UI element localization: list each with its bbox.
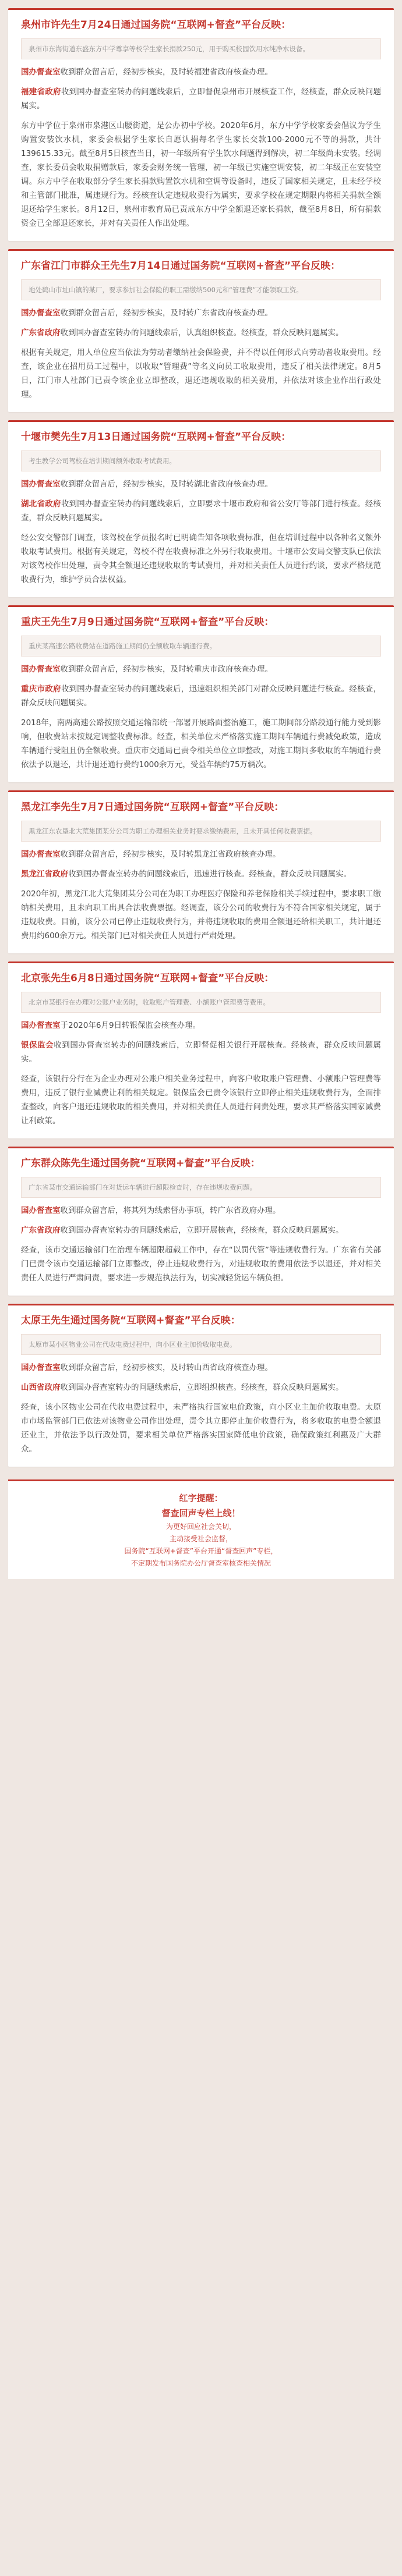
paragraph-lead: 国办督查室 [21, 665, 61, 674]
paragraph-lead: 国办督查室 [21, 308, 61, 318]
footer-line: 为更好回应社会关切， [165, 1523, 236, 1531]
card-paragraph [21, 1400, 381, 1456]
card-paragraph [21, 85, 381, 113]
footer-line: 主动接受社会监督， [169, 1535, 232, 1543]
card-summary: 考生教学公司驾校在培训期间额外收取考试费用。 [21, 450, 381, 471]
card-title: 泉州市许先生7月24日通过国务院“互联网+督查”平台反映： [21, 19, 291, 31]
paragraph-text: 收到群众留言后，将其列为线索督办事项，转广东省政府办理。 [60, 1206, 281, 1215]
card-summary: 北京市某银行在办理对公账户业务时，收取账户管理费、小额账户管理费等费用。 [21, 992, 381, 1013]
paragraph-lead: 广东省政府 [21, 328, 61, 338]
paragraph-lead: 黑龙江省政府 [21, 870, 68, 879]
paragraph-lead: 国办督查室 [21, 1206, 61, 1215]
card-paragraph [21, 1019, 381, 1032]
paragraph-text: 收到国办督查室转办的问题线索后，立即组织核查。经核查，群众反映问题属实。 [60, 1383, 344, 1392]
paragraph-lead: 福建省政府 [21, 87, 61, 97]
paragraph-text: 东方中学位于泉州市泉港区山腰街道，是公办初中学校。2020年6月，东方中学学校家委会倡议为学生购置安装饮水机，家委会根据学生家长自愿认捐每名学生家长交款100-2000元不等的捐款，共计139615.33元。截至8月5日核查当日，初一年级所有学生饮水问题得到解决，初二年级尚未安装。经调查，家长委员会收取捐赠款后，家委会财务统一管理，初一年级已实施空调安装，初二年级正在安装空调。东方中学在收取部分学生家长捐款购置饮水机和空调等设备时，违反了国家相关规定，且未经学校和主管部门批准，属违规行为。经核查认定违规收费行为属实，要求学校在规定期限内将相关捐款全额退还给学生家长。8月12日，泉州市教育局已责成东方中学全额退还家长捐款，截至8月8日，所有捐款资金已全部退还家长，并对有关责任人作出处理。 [21, 121, 381, 228]
footer-notice [8, 1479, 394, 1579]
paragraph-text: 收到群众留言后，经初步核实，及时转广东省政府核查办理。 [60, 308, 273, 318]
card-paragraph [21, 1204, 381, 1218]
paragraph-text: 收到群众留言后，经初步核实，及时转湖北省政府核查办理。 [60, 480, 273, 489]
paragraph-lead: 国办督查室 [21, 480, 61, 489]
card-paragraph [21, 326, 381, 340]
card-title: 黑龙江李先生7月7日通过国务院“互联网+督查”平台反映： [21, 801, 284, 813]
card-paragraph [21, 1072, 381, 1128]
paragraph-text: 于2020年6月9日转银保监会核查办理。 [60, 1021, 201, 1030]
footer-line: 不定期发布国务院办公厅督查室核查相关情况 [131, 1559, 271, 1567]
card-title: 广东省江门市群众王先生7月14日通过国务院“互联网+督查”平台反映： [21, 260, 341, 272]
paragraph-text: 根据有关规定，用人单位应当依法为劳动者缴纳社会保险费，并不得以任何形式向劳动者收取费用。经查，该企业在招用员工过程中，以收取“管理费”等名义向员工收取费用，违反了相关法律规定。8月5日，江门市人社部门已责令该企业立即整改，退还违规收取的相关费用，并依法对该企业作出行政处理。 [21, 348, 381, 399]
paragraph-text: 经公安交警部门调查，该驾校在学员报名时已明确告知各项收费标准，但在培训过程中以各种名义额外收取考试费用。根据有关规定，驾校不得在收费标准之外另行收取费用。十堰市公安局交警支队已依法对该驾校作出处理，责令其全额退还违规收取的考试费用，并对相关责任人员进行约谈，要求严格规范收费行为，维护学员合法权益。 [21, 533, 381, 584]
card-paragraph [21, 867, 381, 881]
card-paragraph [21, 1223, 381, 1237]
card-paragraph [21, 716, 381, 772]
paragraph-text: 收到群众留言后，经初步核实，及时转重庆市政府核查办理。 [60, 665, 273, 674]
paragraph-lead: 重庆市政府 [21, 684, 61, 694]
paragraph-text: 收到国办督查室转办的问题线索后，认真组织核查。经核查，群众反映问题属实。 [60, 328, 344, 338]
paragraph-text: 收到国办督查室转办的问题线索后，立即督促泉州市开展核查工作，经核查，群众反映问题属实。 [21, 87, 382, 111]
card-title: 北京张先生6月8日通过国务院“互联网+督查”平台反映： [21, 973, 274, 984]
paragraph-text: 收到国办督查室转办的问题线索后，立即开展核查，经核查，群众反映问题属实。 [60, 1226, 344, 1235]
footer-heading: 红字提醒： [179, 1493, 223, 1503]
card-paragraph [21, 1381, 381, 1395]
card-paragraph [21, 306, 381, 320]
card-paragraph [21, 531, 381, 587]
footer-wrap [0, 1475, 402, 1579]
report-card-5 [8, 790, 394, 953]
card-paragraph [21, 847, 381, 861]
report-card-8 [8, 1304, 394, 1467]
card-paragraph [21, 1361, 381, 1375]
card-paragraph [21, 119, 381, 230]
card-summary: 泉州市东海街道东盛东方中学尊享等校学生家长捐款250元，用于购买校园饮用水纯净水设备。 [21, 38, 381, 59]
paragraph-text: 收到国办督查室转办的问题线索后，迅速组织相关部门对群众反映问题进行核查。经核查，群众反映问题属实。 [21, 684, 382, 708]
paragraph-lead: 广东省政府 [21, 1226, 61, 1235]
paragraph-lead: 国办督查室 [21, 850, 61, 859]
paragraph-text: 收到群众留言后，经初步核实，及时转福建省政府核查办理。 [60, 68, 273, 77]
footer-line: 国务院“互联网+督查”平台开通“督查回声”专栏， [124, 1547, 278, 1555]
footer-subheading: 督查回声专栏上线！ [161, 1508, 241, 1518]
paragraph-text: 2018年，南两高速公路按照交通运输部统一部署开展路面整治施工，施工期间部分路段通行能力受到影响，但收费站未按规定调整收费标准。经查，相关单位未严格落实施工期间车辆通行费减免政策，造成车辆通行受阻且仍全额收费。重庆市交通局已责令相关单位立即整改，对施工期间多收取的车辆通行费依法予以退还，共计退还通行费约1000余万元，受益车辆约75万辆次。 [21, 718, 381, 769]
paragraph-text: 经查，该市交通运输部门在治理车辆超限超载工作中，存在“以罚代管”等违规收费行为。广东省有关部门已责令该市交通运输部门立即整改，停止违规收费行为，对违规收取的费用依法予以退还，并对相关责任人员进行严肃问责，要求进一步规范执法行为，切实减轻货运车辆负担。 [21, 1246, 381, 1283]
card-summary: 黑龙江东农垦北大荒集团某分公司为职工办理相关业务时要求缴纳费用，且未开具任何收费票据。 [21, 821, 381, 842]
paragraph-text: 2020年初，黑龙江北大荒集团某分公司在为职工办理医疗保险和养老保险相关手续过程中，要求职工缴纳相关费用，且未向职工出具合法收费票据。经调查，该分公司的收费行为不符合国家相关规定，属于违规收费。目前，该分公司已停止违规收费行为，并将违规收取的费用全额退还给相关职工，共计退还费用约600余万元。相关部门已对相关责任人员进行严肃处理。 [21, 889, 381, 941]
paragraph-text: 收到群众留言后，经初步核实，及时转黑龙江省政府核查办理。 [60, 850, 281, 859]
card-summary: 太原市某小区物业公司在代收电费过程中，向小区业主加价收取电费。 [21, 1334, 381, 1355]
card-paragraph [21, 65, 381, 79]
card-paragraph [21, 497, 381, 525]
card-title: 重庆王先生7月9日通过国务院“互联网+督查”平台反映： [21, 616, 274, 628]
report-card-7 [8, 1147, 394, 1296]
paragraph-lead: 湖北省政府 [21, 499, 61, 509]
card-paragraph [21, 887, 381, 943]
card-title: 十堰市樊先生7月13日通过国务院“互联网+督查”平台反映： [21, 431, 291, 443]
report-card-3 [8, 420, 394, 597]
paragraph-text: 收到群众留言后，经初步核实，及时转山西省政府核查办理。 [60, 1363, 273, 1372]
card-summary: 地处鹤山市址山镇的某厂，要求参加社会保险的职工需缴纳500元和“管理费”才能领取工资。 [21, 279, 381, 300]
card-paragraph [21, 682, 381, 710]
paragraph-lead: 山西省政府 [21, 1383, 61, 1392]
paragraph-lead: 国办督查室 [21, 1021, 61, 1030]
paragraph-text: 收到国办督查室转办的问题线索后，立即要求十堰市政府和省公安厅等部门进行核查。经核查，群众反映问题属实。 [21, 499, 382, 523]
card-title: 广东群众陈先生通过国务院“互联网+督查”平台反映： [21, 1158, 260, 1169]
paragraph-text: 收到国办督查室转办的问题线索后，立即督促相关银行开展核查。经核查，群众反映问题属实。 [21, 1041, 382, 1064]
paragraph-lead: 国办督查室 [21, 1363, 61, 1372]
card-paragraph [21, 346, 381, 402]
report-card-6 [8, 961, 394, 1138]
report-card-4 [8, 605, 394, 782]
paragraph-lead: 国办督查室 [21, 68, 61, 77]
card-paragraph [21, 1243, 381, 1285]
card-title: 太原王先生通过国务院“互联网+督查”平台反映： [21, 1315, 241, 1326]
card-paragraph [21, 662, 381, 676]
card-summary: 重庆某高速公路收费站在道路施工期间仍全额收取车辆通行费。 [21, 636, 381, 657]
report-card-1 [8, 8, 394, 241]
card-paragraph [21, 1038, 381, 1066]
paragraph-text: 经查，该银行分行在为企业办理对公账户相关业务过程中，向客户收取账户管理费、小额账户管理费等费用，违反了银行业减费让利的相关规定。银保监会已责令该银行立即停止相关违规收费行为，全面排查整改，向客户退还违规收取的相关费用，并对相关责任人员进行问责处理，要求其严格落实国家减费让利政策。 [21, 1074, 381, 1126]
paragraph-text: 经查，该小区物业公司在代收电费过程中，未严格执行国家电价政策，向小区业主加价收取电费。太原市市场监管部门已依法对该物业公司作出处理，责令其立即停止加价收费行为，将多收取的电费全额退还业主，并依法予以行政处罚，要求相关单位严格落实国家降低电价政策，确保政策红利惠及广大群众。 [21, 1403, 381, 1454]
paragraph-text: 收到国办督查室转办的问题线索后，迅速进行核查。经核查，群众反映问题属实。 [68, 870, 351, 879]
paragraph-lead: 银保监会 [21, 1041, 54, 1050]
card-paragraph [21, 477, 381, 491]
card-summary: 广东省某市交通运输部门在对货运车辆进行超限检查时，存在违规收费问题。 [21, 1177, 381, 1198]
report-card-2 [8, 249, 394, 412]
